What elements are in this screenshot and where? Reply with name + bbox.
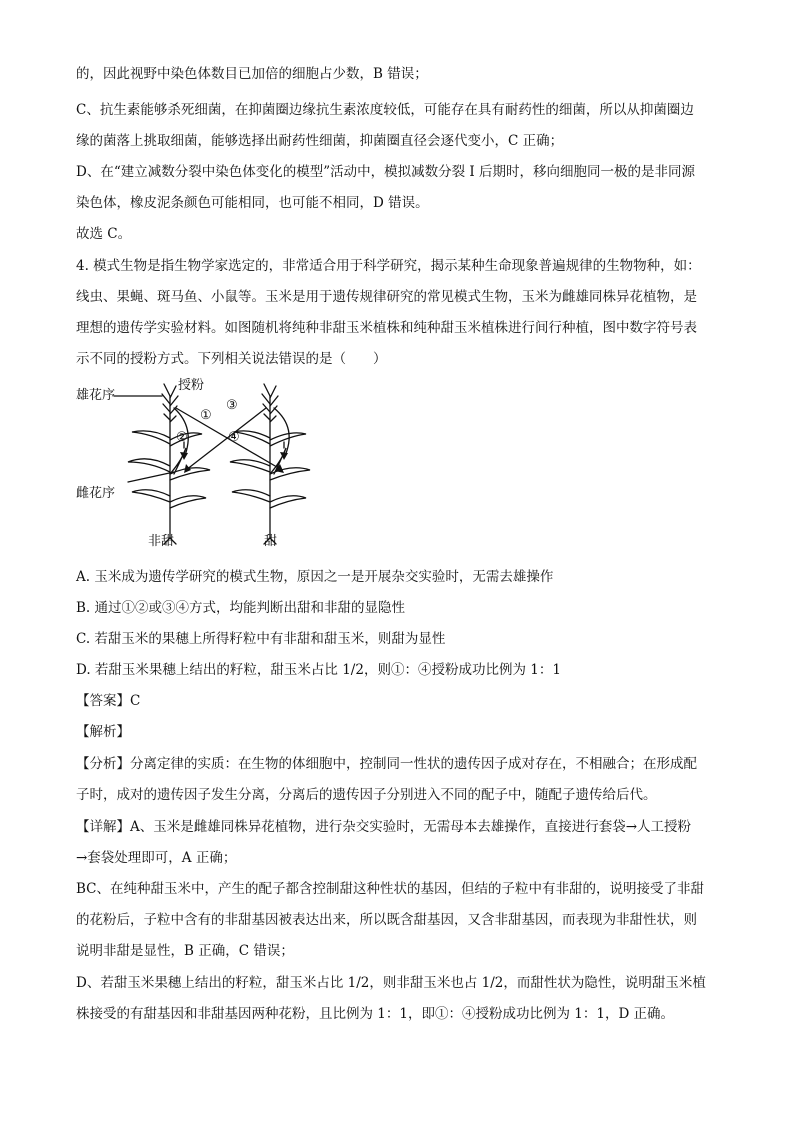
- explanation-line: 说明非甜是显性，B 正确，C 错误；: [76, 943, 294, 959]
- question-stem-line: 示不同的授粉方式。下列相关说法错误的是（ ）: [76, 351, 387, 367]
- mark-1: ①: [200, 408, 212, 423]
- female-flower-leader: [128, 472, 174, 482]
- option-a: A. 玉米成为遗传学研究的模式生物，原因之一是开展杂交实验时，无需去雄操作: [76, 569, 554, 585]
- text-line: 缘的菌落上挑取细菌，能够选择出耐药性细菌，抑菌圈直径会逐代变小，C 正确；: [76, 133, 564, 149]
- explanation-line: 【详解】A、玉米是雌雄同株异花植物，进行杂交实验时，无需母本去雄操作，直接进行套袋→人工授粉: [76, 819, 692, 835]
- text-line: 染色体，橡皮泥条颜色可能相同，也可能不相同，D 错误。: [76, 195, 429, 211]
- answer-line: 【答案】C: [76, 693, 141, 709]
- option-c: C. 若甜玉米的果穗上所得籽粒中有非甜和甜玉米，则甜为显性: [76, 631, 446, 647]
- text-line: C、抗生素能够杀死细菌，在抑菌圈边缘抗生素浓度较低，可能存在具有耐药性的细菌，所以从抑菌圈边: [76, 102, 694, 118]
- caption-sweet: 甜: [264, 534, 278, 549]
- option-b: B. 通过①②或③④方式，均能判断出甜和非甜的显隐性: [76, 600, 406, 616]
- explanation-line: D、若甜玉米果穗上结出的籽粒，甜玉米占比 1/2，则非甜玉米也占 1/2，而甜性状为隐性，说明甜玉米植: [76, 975, 706, 991]
- explanation-line: 【分析】分离定律的实质：在生物的体细胞中，控制同一性状的遗传因子成对存在，不相融合；在形成配: [76, 756, 697, 772]
- mark-4: ④: [228, 430, 240, 445]
- question-stem-line: 线虫、果蝇、斑马鱼、小鼠等。玉米是用于遗传规律研究的常见模式生物，玉米为雌雄同株异花植物，是: [76, 289, 697, 305]
- corn-pollination-figure: [70, 378, 360, 550]
- sweet-corn-plant: [230, 384, 310, 544]
- mark-2: ②: [176, 430, 188, 445]
- analysis-header: 【解析】: [76, 724, 130, 740]
- option-d: D. 若甜玉米果穗上结出的籽粒，甜玉米占比 1/2，则①：④授粉成功比例为 1：1: [76, 662, 561, 678]
- explanation-line: BC、在纯种甜玉米中，产生的配子都含控制甜这种性状的基因，但结的子粒中有非甜的，说明接受了非甜: [76, 881, 704, 897]
- label-female-flower: 雌花序: [76, 486, 116, 501]
- label-pollination: 授粉: [178, 378, 205, 393]
- explanation-line: 子时，成对的遗传因子发生分离，分离后的遗传因子分别进入不同的配子中，随配子遗传给后代。: [76, 787, 657, 803]
- text-line: D、在“建立减数分裂中染色体变化的模型”活动中，模拟减数分裂 I 后期时，移向细胞同一极的是非同源: [76, 164, 696, 180]
- question-stem-line: 理想的遗传学实验材料。如图随机将纯种非甜玉米植株和纯种甜玉米植株进行间行种植，图中数字符号表: [76, 320, 697, 336]
- mark-3: ③: [226, 398, 238, 413]
- explanation-line: 的花粉后，子粒中含有的非甜基因被表达出来，所以既含甜基因，又含非甜基因，而表现为非甜性状，则: [76, 912, 697, 928]
- non-sweet-corn-plant: [128, 384, 210, 544]
- label-male-flower: 雄花序: [76, 388, 116, 403]
- text-line: 故选 C。: [76, 226, 132, 242]
- question-stem-line: 4. 模式生物是指生物学家选定的，非常适合用于科学研究，揭示某种生命现象普遍规律的生物物种，如：: [76, 258, 701, 274]
- text-line: 的，因此视野中染色体数目已加倍的细胞占少数，B 错误；: [76, 66, 428, 82]
- explanation-line: →套袋处理即可，A 正确；: [76, 850, 237, 866]
- caption-non-sweet: 非甜: [148, 534, 175, 549]
- explanation-line: 株接受的有甜基因和非甜基因两种花粉，且比例为 1：1，即①：④授粉成功比例为 1：1，D 正确。: [76, 1006, 675, 1022]
